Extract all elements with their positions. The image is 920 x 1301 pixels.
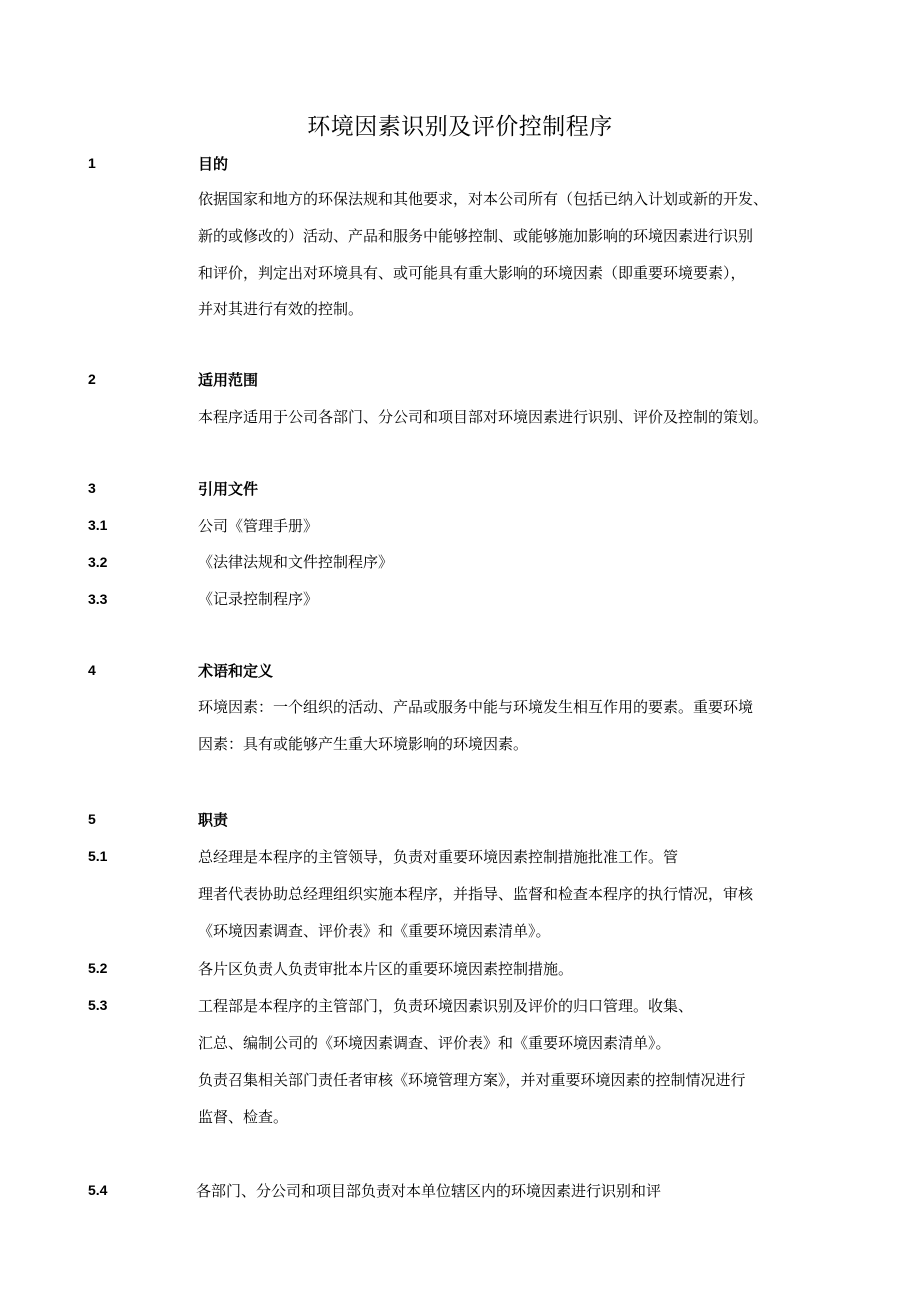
section-5-number: 5 (88, 811, 96, 827)
item-5-3-line: 监督、检查。 (198, 1108, 289, 1126)
section-4-number: 4 (88, 662, 96, 678)
item-5-1-line: 总经理是本程序的主管领导，负责对重要环境因素控制措施批准工作。管 (198, 848, 679, 866)
item-3-1-number: 3.1 (88, 517, 108, 533)
section-4-line: 环境因素：一个组织的活动、产品或服务中能与环境发生相互作用的要素。重要环境 (198, 698, 754, 716)
item-3-3-text: 《记录控制程序》 (198, 590, 319, 608)
section-3-heading: 引用文件 (198, 480, 259, 498)
section-2-number: 2 (88, 371, 96, 387)
item-3-2-number: 3.2 (88, 554, 108, 570)
item-3-1-text: 公司《管理手册》 (198, 517, 319, 535)
item-5-3-number: 5.3 (88, 997, 108, 1013)
section-1-line: 并对其进行有效的控制。 (198, 300, 364, 318)
item-3-2-text: 《法律法规和文件控制程序》 (198, 553, 394, 571)
section-1-heading: 目的 (198, 155, 229, 173)
section-4-heading: 术语和定义 (198, 662, 274, 680)
document-title: 环境因素识别及评价控制程序 (307, 114, 613, 140)
item-5-4-number: 5.4 (88, 1182, 108, 1198)
section-1-line: 依据国家和地方的环保法规和其他要求，对本公司所有（包括已纳入计划或新的开发、 (198, 190, 769, 208)
section-2-line: 本程序适用于公司各部门、分公司和项目部对环境因素进行识别、评价及控制的策划。 (198, 408, 769, 426)
section-4-line: 因素：具有或能够产生重大环境影响的环境因素。 (198, 735, 529, 753)
section-2-heading: 适用范围 (198, 371, 259, 389)
section-1-line: 新的或修改的）活动、产品和服务中能够控制、或能够施加影响的环境因素进行识别 (198, 227, 754, 245)
item-5-3-line: 工程部是本程序的主管部门，负责环境因素识别及评价的归口管理。收集、 (198, 997, 694, 1015)
item-5-3-line: 负责召集相关部门责任者审核《环境管理方案》，并对重要环境因素的控制情况进行 (198, 1071, 746, 1089)
section-1-number: 1 (88, 155, 96, 171)
item-5-2-number: 5.2 (88, 960, 108, 976)
section-3-number: 3 (88, 480, 96, 496)
section-5-heading: 职责 (198, 811, 229, 829)
item-5-1-line: 《环境因素调查、评价表》和《重要环境因素清单》。 (198, 922, 551, 940)
section-1-line: 和评价，判定出对环境具有、或可能具有重大影响的环境因素（即重要环境要素）， (198, 264, 746, 282)
item-5-1-line: 理者代表协助总经理组织实施本程序，并指导、监督和检查本程序的执行情况，审核 (198, 885, 754, 903)
item-5-1-number: 5.1 (88, 848, 108, 864)
item-5-2-line: 各片区负责人负责审批本片区的重要环境因素控制措施。 (198, 960, 574, 978)
item-5-3-line: 汇总、编制公司的《环境因素调查、评价表》和《重要环境因素清单》。 (198, 1034, 671, 1052)
item-5-4-line: 各部门、分公司和项目部负责对本单位辖区内的环境因素进行识别和评 (196, 1182, 662, 1200)
item-3-3-number: 3.3 (88, 591, 108, 607)
